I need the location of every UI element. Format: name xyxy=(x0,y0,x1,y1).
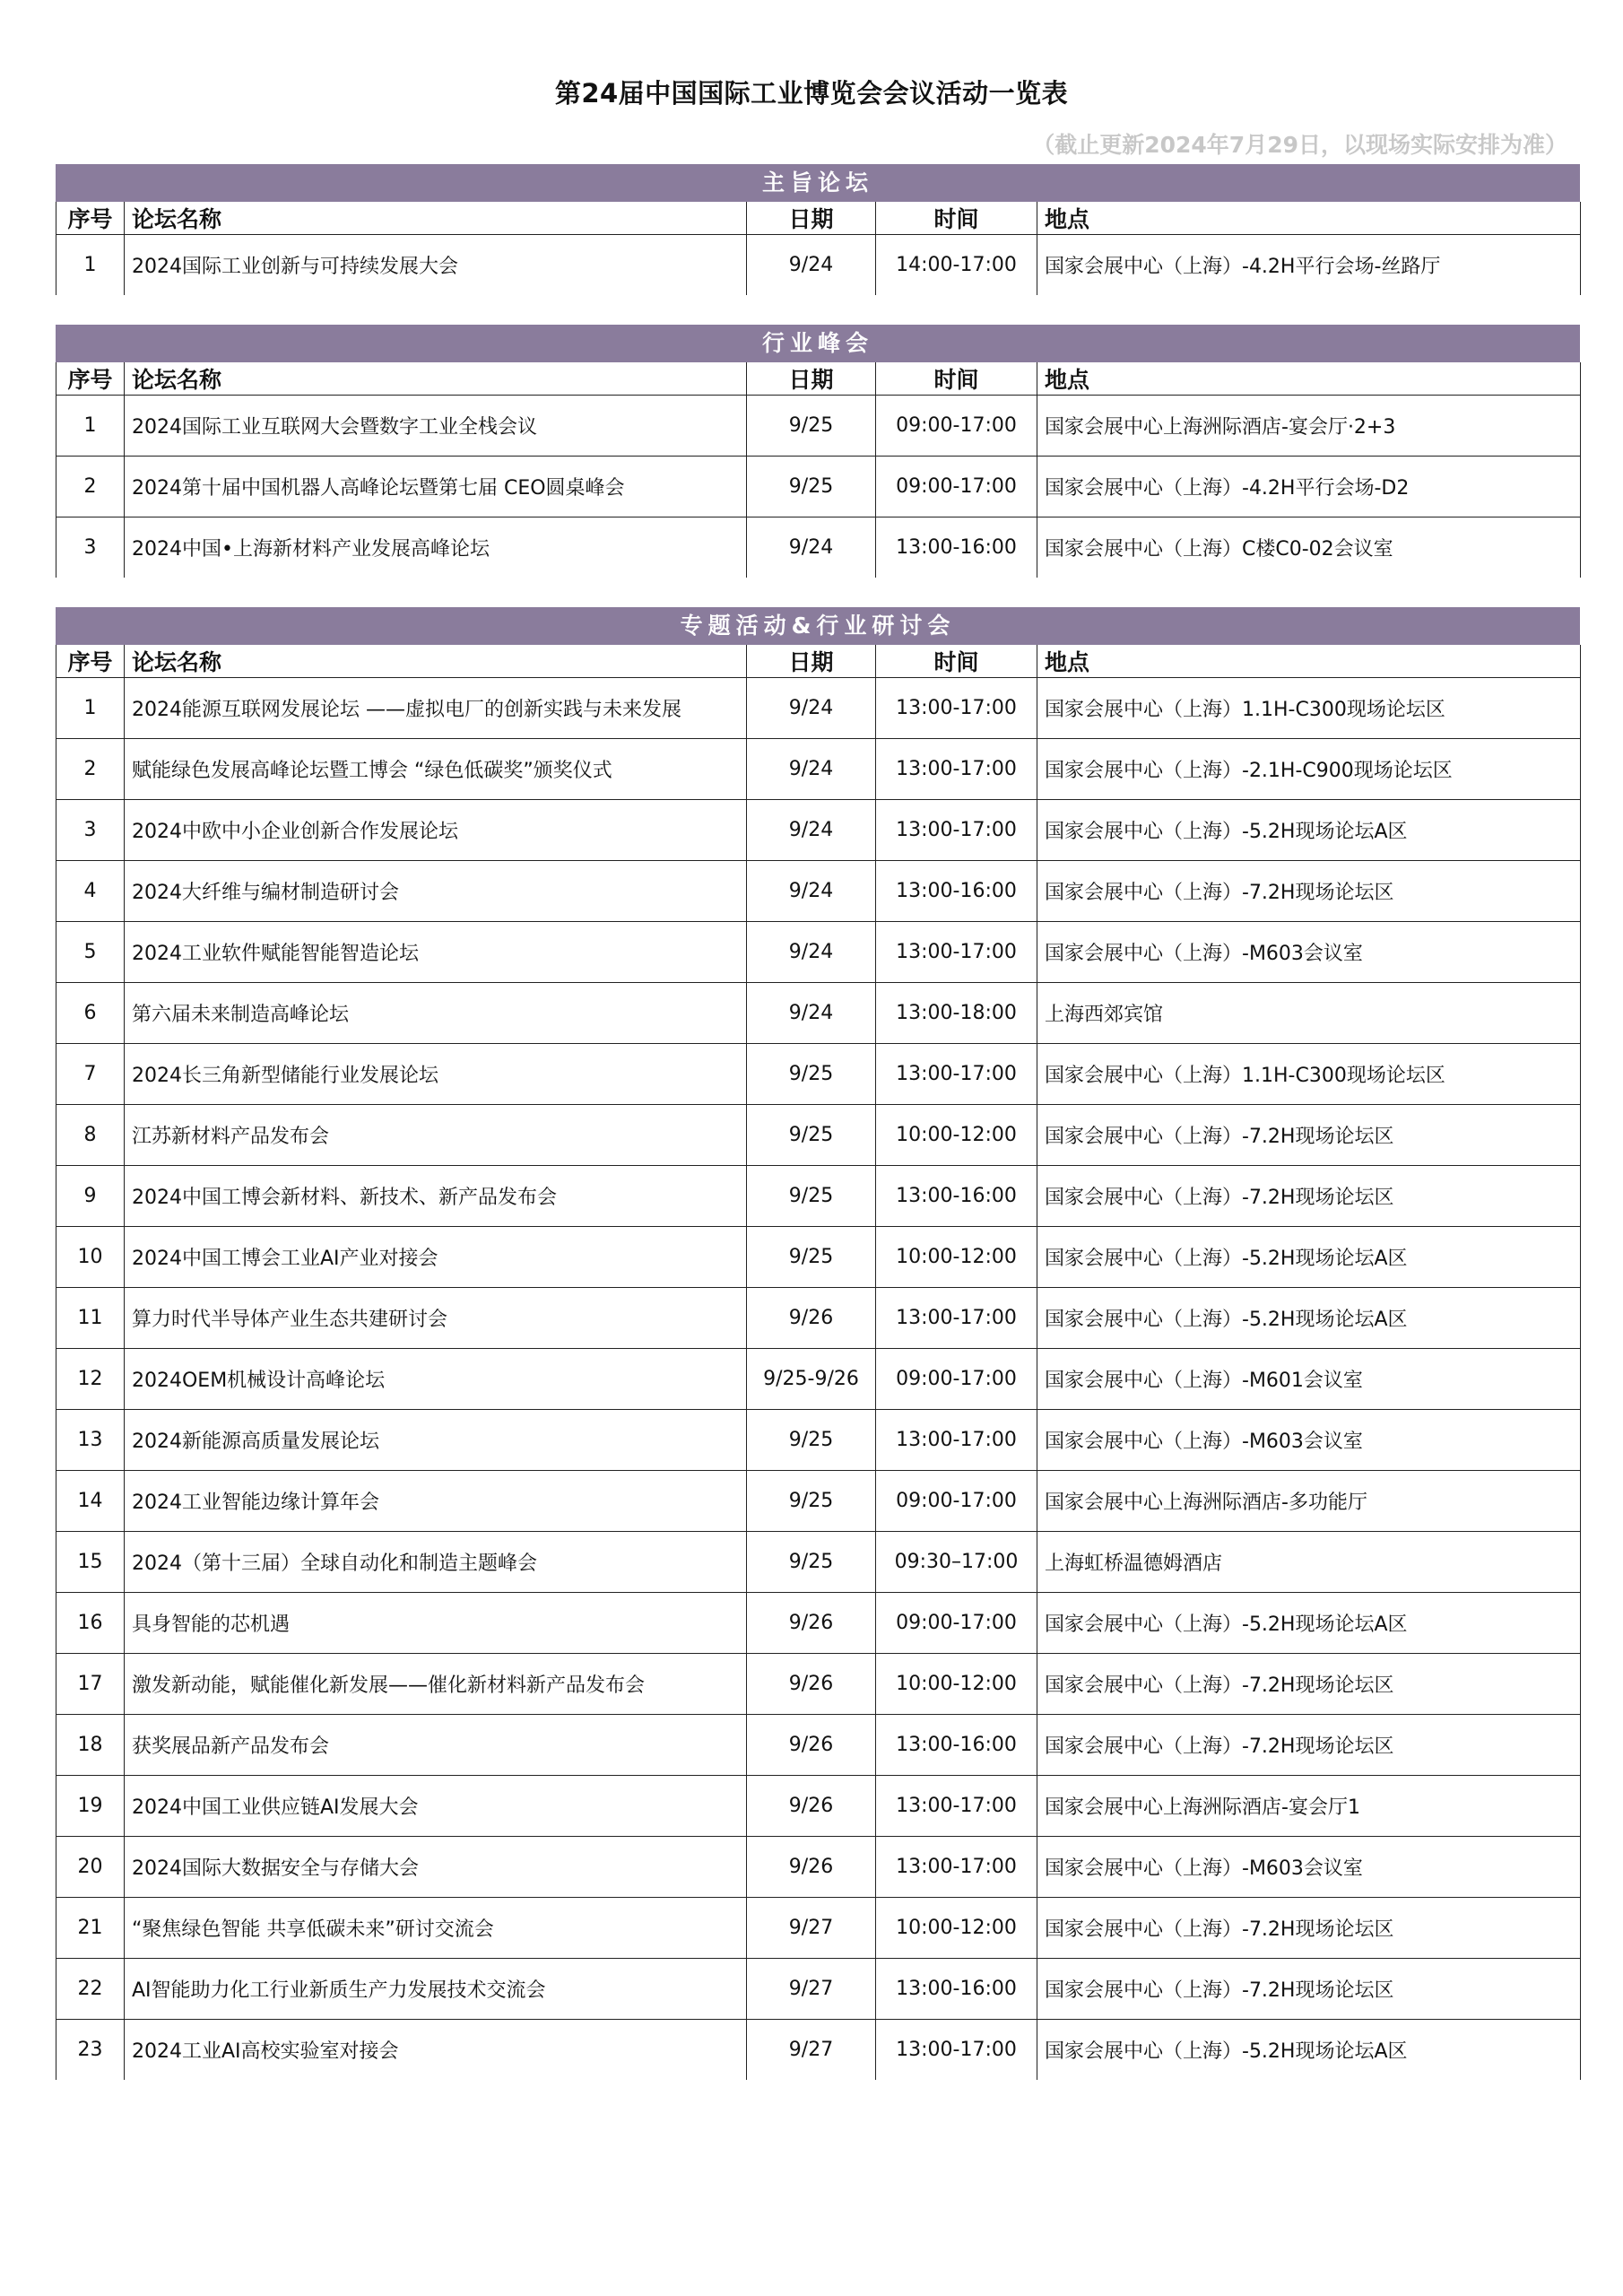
forum-name: AI智能助力化工行业新质生产力发展技术交流会 xyxy=(125,1959,747,2020)
event-date: 9/24 xyxy=(747,983,876,1044)
event-venue: 国家会展中心上海洲际酒店-多功能厅 xyxy=(1037,1471,1581,1532)
event-time: 09:00-17:00 xyxy=(876,1593,1037,1654)
event-time: 13:00-17:00 xyxy=(876,739,1037,800)
row-number: 21 xyxy=(56,1898,125,1959)
event-date: 9/24 xyxy=(747,922,876,983)
event-time: 13:00-17:00 xyxy=(876,1288,1037,1349)
forum-name: 2024长三角新型储能行业发展论坛 xyxy=(125,1044,747,1105)
event-date: 9/27 xyxy=(747,1898,876,1959)
forum-name: 江苏新材料产品发布会 xyxy=(125,1105,747,1166)
event-time: 13:00-18:00 xyxy=(876,983,1037,1044)
event-time: 10:00-12:00 xyxy=(876,1898,1037,1959)
table-row xyxy=(56,678,1581,739)
event-venue: 国家会展中心（上海）-M601会议室 xyxy=(1037,1349,1581,1410)
row-number: 1 xyxy=(56,235,125,296)
table-row xyxy=(56,1166,1581,1227)
event-time: 09:00-17:00 xyxy=(876,457,1037,517)
forum-name: 2024第十届中国机器人高峰论坛暨第七届 CEO圆桌峰会 xyxy=(125,457,747,517)
header-name: 论坛名称 xyxy=(125,362,747,396)
event-venue: 国家会展中心（上海）-M603会议室 xyxy=(1037,1837,1581,1898)
event-date: 9/27 xyxy=(747,1959,876,2020)
table-row xyxy=(56,2020,1581,2081)
row-number: 20 xyxy=(56,1837,125,1898)
header-time: 时间 xyxy=(876,645,1037,678)
forum-name: 2024（第十三届）全球自动化和制造主题峰会 xyxy=(125,1532,747,1593)
event-date: 9/24 xyxy=(747,800,876,861)
row-number: 23 xyxy=(56,2020,125,2081)
section-title: 行业峰会 xyxy=(56,325,1580,362)
section-title: 主旨论坛 xyxy=(56,164,1580,202)
forum-name: “聚焦绿色智能 共享低碳未来”研讨交流会 xyxy=(125,1898,747,1959)
event-date: 9/25 xyxy=(747,1227,876,1288)
event-date: 9/26 xyxy=(747,1654,876,1715)
forum-name: 2024工业AI高校实验室对接会 xyxy=(125,2020,747,2081)
event-venue: 国家会展中心（上海）-2.1H-C900现场论坛区 xyxy=(1037,739,1581,800)
event-time: 09:00-17:00 xyxy=(876,1349,1037,1410)
forum-name: 赋能绿色发展高峰论坛暨工博会 “绿色低碳奖”颁奖仪式 xyxy=(125,739,747,800)
event-date: 9/25 xyxy=(747,1532,876,1593)
row-number: 11 xyxy=(56,1288,125,1349)
forum-name: 第六届未来制造高峰论坛 xyxy=(125,983,747,1044)
header-name: 论坛名称 xyxy=(125,645,747,678)
header-venue: 地点 xyxy=(1037,202,1581,235)
event-time: 13:00-17:00 xyxy=(876,1410,1037,1471)
table-row xyxy=(56,1837,1581,1898)
table-row xyxy=(56,739,1581,800)
page-title: 第24届中国国际工业博览会会议活动一览表 xyxy=(554,78,1069,109)
header-no: 序号 xyxy=(56,362,125,396)
update-note: （截止更新2024年7月29日，以现场实际安排为准） xyxy=(1032,132,1567,158)
event-date: 9/25 xyxy=(747,1044,876,1105)
event-date: 9/24 xyxy=(747,678,876,739)
header-date: 日期 xyxy=(747,202,876,235)
row-number: 2 xyxy=(56,457,125,517)
event-venue: 国家会展中心（上海）-7.2H现场论坛区 xyxy=(1037,1898,1581,1959)
event-venue: 国家会展中心（上海）-4.2H平行会场-D2 xyxy=(1037,457,1581,517)
row-number: 13 xyxy=(56,1410,125,1471)
event-time: 13:00-16:00 xyxy=(876,861,1037,922)
header-no: 序号 xyxy=(56,202,125,235)
event-date: 9/25 xyxy=(747,1166,876,1227)
event-time: 13:00-16:00 xyxy=(876,1959,1037,2020)
table-row xyxy=(56,1471,1581,1532)
event-time: 14:00-17:00 xyxy=(876,235,1037,296)
row-number: 18 xyxy=(56,1715,125,1776)
row-number: 3 xyxy=(56,517,125,578)
event-date: 9/25 xyxy=(747,1105,876,1166)
event-venue: 上海西郊宾馆 xyxy=(1037,983,1581,1044)
table-row xyxy=(56,1349,1581,1410)
table-row xyxy=(56,1105,1581,1166)
event-venue: 国家会展中心上海洲际酒店-宴会厅·2+3 xyxy=(1037,396,1581,457)
forum-name: 2024国际工业创新与可持续发展大会 xyxy=(125,235,747,296)
row-number: 19 xyxy=(56,1776,125,1837)
header-no: 序号 xyxy=(56,645,125,678)
event-venue: 国家会展中心（上海）C楼C0-02会议室 xyxy=(1037,517,1581,578)
table-row xyxy=(56,1898,1581,1959)
event-date: 9/26 xyxy=(747,1593,876,1654)
section-title: 专题活动&行业研讨会 xyxy=(56,607,1580,645)
header-name: 论坛名称 xyxy=(125,202,747,235)
table-row xyxy=(56,1715,1581,1776)
forum-name: 算力时代半导体产业生态共建研讨会 xyxy=(125,1288,747,1349)
event-time: 13:00-17:00 xyxy=(876,922,1037,983)
table-row xyxy=(56,457,1581,517)
table-row xyxy=(56,1288,1581,1349)
events-table xyxy=(56,362,1581,578)
table-row xyxy=(56,1410,1581,1471)
event-date: 9/26 xyxy=(747,1715,876,1776)
event-time: 13:00-17:00 xyxy=(876,1044,1037,1105)
forum-name: 2024中国工业供应链AI发展大会 xyxy=(125,1776,747,1837)
row-number: 2 xyxy=(56,739,125,800)
header-venue: 地点 xyxy=(1037,362,1581,396)
event-time: 13:00-17:00 xyxy=(876,678,1037,739)
table-row xyxy=(56,1959,1581,2020)
event-time: 10:00-12:00 xyxy=(876,1654,1037,1715)
event-date: 9/27 xyxy=(747,2020,876,2081)
row-number: 10 xyxy=(56,1227,125,1288)
row-number: 17 xyxy=(56,1654,125,1715)
row-number: 1 xyxy=(56,396,125,457)
forum-name: 获奖展品新产品发布会 xyxy=(125,1715,747,1776)
header-venue: 地点 xyxy=(1037,645,1581,678)
event-date: 9/25 xyxy=(747,396,876,457)
event-date: 9/24 xyxy=(747,739,876,800)
event-venue: 国家会展中心（上海）-5.2H现场论坛A区 xyxy=(1037,2020,1581,2081)
section-industry-summit xyxy=(56,325,1580,578)
event-date: 9/26 xyxy=(747,1837,876,1898)
row-number: 15 xyxy=(56,1532,125,1593)
event-venue: 国家会展中心（上海）-7.2H现场论坛区 xyxy=(1037,861,1581,922)
events-table xyxy=(56,202,1581,295)
event-venue: 国家会展中心（上海）1.1H-C300现场论坛区 xyxy=(1037,678,1581,739)
table-row xyxy=(56,1776,1581,1837)
row-number: 22 xyxy=(56,1959,125,2020)
event-time: 13:00-16:00 xyxy=(876,1715,1037,1776)
events-table xyxy=(56,645,1581,2080)
event-time: 09:00-17:00 xyxy=(876,396,1037,457)
event-time: 10:00-12:00 xyxy=(876,1105,1037,1166)
event-date: 9/25 xyxy=(747,457,876,517)
event-date: 9/26 xyxy=(747,1776,876,1837)
event-venue: 国家会展中心上海洲际酒店-宴会厅1 xyxy=(1037,1776,1581,1837)
event-venue: 国家会展中心（上海）-M603会议室 xyxy=(1037,922,1581,983)
forum-name: 激发新动能，赋能催化新发展——催化新材料新产品发布会 xyxy=(125,1654,747,1715)
table-row xyxy=(56,983,1581,1044)
forum-name: 2024工业软件赋能智能智造论坛 xyxy=(125,922,747,983)
event-venue: 国家会展中心（上海）-7.2H现场论坛区 xyxy=(1037,1654,1581,1715)
forum-name: 2024大纤维与编材制造研讨会 xyxy=(125,861,747,922)
row-number: 6 xyxy=(56,983,125,1044)
event-venue: 国家会展中心（上海）-7.2H现场论坛区 xyxy=(1037,1166,1581,1227)
row-number: 7 xyxy=(56,1044,125,1105)
event-venue: 国家会展中心（上海）-7.2H现场论坛区 xyxy=(1037,1715,1581,1776)
table-row xyxy=(56,396,1581,457)
event-time: 13:00-17:00 xyxy=(876,2020,1037,2081)
section-special-events xyxy=(56,607,1580,2080)
event-venue: 国家会展中心（上海）-5.2H现场论坛A区 xyxy=(1037,1227,1581,1288)
forum-name: 2024工业智能边缘计算年会 xyxy=(125,1471,747,1532)
event-time: 13:00-17:00 xyxy=(876,1776,1037,1837)
event-venue: 国家会展中心（上海）-5.2H现场论坛A区 xyxy=(1037,1288,1581,1349)
row-number: 3 xyxy=(56,800,125,861)
table-row xyxy=(56,1654,1581,1715)
event-venue: 国家会展中心（上海）-5.2H现场论坛A区 xyxy=(1037,1593,1581,1654)
event-venue: 国家会展中心（上海）-M603会议室 xyxy=(1037,1410,1581,1471)
event-time: 13:00-16:00 xyxy=(876,1166,1037,1227)
table-row xyxy=(56,1593,1581,1654)
forum-name: 2024能源互联网发展论坛 ——虚拟电厂的创新实践与未来发展 xyxy=(125,678,747,739)
table-row xyxy=(56,235,1581,296)
row-number: 4 xyxy=(56,861,125,922)
header-date: 日期 xyxy=(747,645,876,678)
row-number: 12 xyxy=(56,1349,125,1410)
forum-name: 2024中国工博会工业AI产业对接会 xyxy=(125,1227,747,1288)
table-row xyxy=(56,1044,1581,1105)
table-row xyxy=(56,922,1581,983)
row-number: 8 xyxy=(56,1105,125,1166)
event-date: 9/26 xyxy=(747,1288,876,1349)
event-time: 10:00-12:00 xyxy=(876,1227,1037,1288)
event-time: 09:30–17:00 xyxy=(876,1532,1037,1593)
event-date: 9/24 xyxy=(747,861,876,922)
event-date: 9/24 xyxy=(747,517,876,578)
table-row xyxy=(56,800,1581,861)
event-date: 9/25 xyxy=(747,1471,876,1532)
forum-name: 2024国际工业互联网大会暨数字工业全栈会议 xyxy=(125,396,747,457)
event-time: 09:00-17:00 xyxy=(876,1471,1037,1532)
table-row xyxy=(56,1532,1581,1593)
row-number: 9 xyxy=(56,1166,125,1227)
event-date: 9/25-9/26 xyxy=(747,1349,876,1410)
event-venue: 国家会展中心（上海）-7.2H现场论坛区 xyxy=(1037,1959,1581,2020)
table-row xyxy=(56,1227,1581,1288)
event-date: 9/25 xyxy=(747,1410,876,1471)
header-time: 时间 xyxy=(876,202,1037,235)
event-time: 13:00-17:00 xyxy=(876,1837,1037,1898)
event-time: 13:00-16:00 xyxy=(876,517,1037,578)
forum-name: 2024中国工博会新材料、新技术、新产品发布会 xyxy=(125,1166,747,1227)
forum-name: 2024新能源高质量发展论坛 xyxy=(125,1410,747,1471)
event-time: 13:00-17:00 xyxy=(876,800,1037,861)
row-number: 1 xyxy=(56,678,125,739)
forum-name: 具身智能的芯机遇 xyxy=(125,1593,747,1654)
event-venue: 国家会展中心（上海）1.1H-C300现场论坛区 xyxy=(1037,1044,1581,1105)
event-venue: 上海虹桥温德姆酒店 xyxy=(1037,1532,1581,1593)
header-time: 时间 xyxy=(876,362,1037,396)
header-date: 日期 xyxy=(747,362,876,396)
forum-name: 2024中欧中小企业创新合作发展论坛 xyxy=(125,800,747,861)
event-date: 9/24 xyxy=(747,235,876,296)
forum-name: 2024中国•上海新材料产业发展高峰论坛 xyxy=(125,517,747,578)
event-venue: 国家会展中心（上海）-5.2H现场论坛A区 xyxy=(1037,800,1581,861)
event-venue: 国家会展中心（上海）-7.2H现场论坛区 xyxy=(1037,1105,1581,1166)
event-venue: 国家会展中心（上海）-4.2H平行会场-丝路厅 xyxy=(1037,235,1581,296)
forum-name: 2024国际大数据安全与存储大会 xyxy=(125,1837,747,1898)
row-number: 16 xyxy=(56,1593,125,1654)
section-keynote-forum xyxy=(56,164,1580,295)
table-row xyxy=(56,517,1581,578)
table-row xyxy=(56,861,1581,922)
row-number: 5 xyxy=(56,922,125,983)
forum-name: 2024OEM机械设计高峰论坛 xyxy=(125,1349,747,1410)
row-number: 14 xyxy=(56,1471,125,1532)
